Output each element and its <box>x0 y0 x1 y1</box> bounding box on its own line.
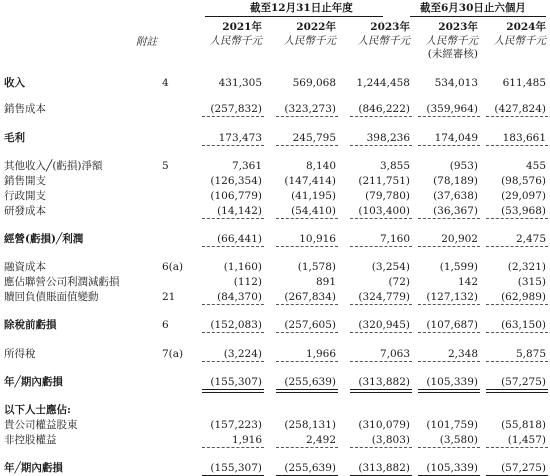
table-cell: 8,140 <box>305 160 336 172</box>
table-rule <box>418 304 480 305</box>
table-cell: (313,882) <box>358 462 410 474</box>
table-rule <box>418 218 480 219</box>
table-rule <box>202 145 264 146</box>
table-cell: (147,414) <box>284 175 336 187</box>
table-cell: 174,049 <box>434 132 478 144</box>
row-note: 6 <box>162 319 169 331</box>
unit-header: 人民幣千元 <box>283 35 336 47</box>
table-rule <box>276 304 338 305</box>
table-cell: (313,882) <box>358 376 410 388</box>
table-cell: (98,576) <box>501 175 546 187</box>
table-rule <box>202 389 264 390</box>
table-cell: (255,639) <box>284 376 336 388</box>
table-cell: (310,079) <box>358 419 410 431</box>
table-cell: (3,580) <box>439 434 478 446</box>
header-group-interim-rule <box>410 16 546 17</box>
table-rule <box>350 246 412 247</box>
table-rule <box>202 361 264 362</box>
table-rule <box>486 145 548 146</box>
table-cell: (63,150) <box>501 319 546 331</box>
row-label: 年╱期內虧損 <box>4 376 63 388</box>
table-cell: (14,142) <box>217 205 262 217</box>
table-rule <box>350 447 412 448</box>
table-cell: (84,370) <box>217 291 262 303</box>
unit-header: 人民幣千元 <box>425 35 478 47</box>
table-rule <box>486 246 548 247</box>
table-cell: 1,244,458 <box>356 77 410 89</box>
table-rule <box>350 389 412 390</box>
table-cell: 569,068 <box>292 77 336 89</box>
row-label: 毛利 <box>4 132 25 144</box>
table-cell: (101,759) <box>426 419 478 431</box>
table-cell: (3,224) <box>223 348 262 360</box>
table-rule <box>350 145 412 146</box>
table-rule <box>418 246 480 247</box>
table-cell: (53,968) <box>501 205 546 217</box>
table-rule <box>276 361 338 362</box>
table-rule <box>486 389 548 390</box>
table-cell: 245,795 <box>292 132 336 144</box>
row-label: 除稅前虧損 <box>4 319 57 331</box>
year-header: 2021年 <box>222 21 262 33</box>
table-cell: (36,367) <box>433 205 478 217</box>
table-cell: (57,275) <box>501 462 546 474</box>
table-rule <box>418 361 480 362</box>
table-cell: (3,803) <box>371 434 410 446</box>
row-label: 銷售成本 <box>4 103 46 115</box>
table-rule <box>350 392 412 393</box>
row-label: 其他收入╱(虧損)淨額 <box>4 160 103 172</box>
table-cell: 10,916 <box>299 233 336 245</box>
note-column-header: 附註 <box>136 36 157 48</box>
table-cell: (953) <box>449 160 478 172</box>
header-group-interim: 截至6月30日止六個月 <box>420 2 526 14</box>
table-cell: (258,131) <box>284 419 336 431</box>
row-label: 應佔聯營公司利潤減虧損 <box>4 276 120 288</box>
row-label: 收入 <box>4 77 25 89</box>
table-cell: (1,160) <box>223 261 262 273</box>
table-cell: (155,307) <box>210 376 262 388</box>
table-cell: (323,273) <box>284 103 336 115</box>
table-rule <box>276 392 338 393</box>
table-cell: (3,254) <box>371 261 410 273</box>
table-rule <box>418 447 480 448</box>
table-cell: 173,473 <box>218 132 262 144</box>
table-cell: (267,834) <box>284 291 336 303</box>
year-header: 2024年 <box>506 21 546 33</box>
year-header: 2023年 <box>370 21 410 33</box>
table-rule <box>486 304 548 305</box>
header-group-annual: 截至12月31日止年度 <box>250 2 353 14</box>
table-cell: 455 <box>525 160 546 172</box>
row-note: 5 <box>162 160 169 172</box>
table-cell: (846,222) <box>358 103 410 115</box>
table-cell: (155,307) <box>210 462 262 474</box>
table-rule <box>202 246 264 247</box>
table-rule <box>486 218 548 219</box>
header-group-annual-rule <box>205 16 383 17</box>
table-rule <box>276 389 338 390</box>
table-rule <box>202 392 264 393</box>
row-label: 貴公司權益股東 <box>4 419 78 431</box>
table-cell: (126,354) <box>210 175 262 187</box>
table-cell: (2,321) <box>507 261 546 273</box>
row-note: 7(a) <box>162 348 184 360</box>
table-rule <box>486 116 548 117</box>
table-cell: (324,779) <box>358 291 410 303</box>
table-rule <box>202 332 264 333</box>
table-rule <box>418 116 480 117</box>
table-cell: (211,751) <box>358 175 410 187</box>
table-cell: (315) <box>517 276 546 288</box>
unit-header: 人民幣千元 <box>209 35 262 47</box>
table-cell: (112) <box>233 276 262 288</box>
table-cell: 611,485 <box>502 77 546 89</box>
row-label: 銷售開支 <box>4 175 46 187</box>
unit-header: 人民幣千元 <box>357 35 410 47</box>
table-rule <box>276 116 338 117</box>
table-rule <box>486 332 548 333</box>
row-label: 融資成本 <box>4 261 46 273</box>
table-cell: (66,441) <box>217 233 262 245</box>
table-cell: (105,339) <box>426 376 478 388</box>
table-rule <box>418 332 480 333</box>
table-rule <box>202 116 264 117</box>
table-cell: 2,475 <box>515 233 546 245</box>
table-cell: (62,989) <box>501 291 546 303</box>
table-rule <box>350 332 412 333</box>
table-rule <box>418 389 480 390</box>
table-cell: (255,639) <box>284 462 336 474</box>
table-cell: 2,492 <box>305 434 336 446</box>
table-rule <box>486 392 548 393</box>
table-cell: 534,013 <box>434 77 478 89</box>
year-header: 2022年 <box>296 21 336 33</box>
table-cell: (54,410) <box>291 205 336 217</box>
table-cell: (257,832) <box>210 103 262 115</box>
row-note: 4 <box>162 77 169 89</box>
table-rule <box>418 145 480 146</box>
row-label: 年╱期內虧損 <box>4 462 63 474</box>
table-cell: (41,195) <box>291 190 336 202</box>
table-rule <box>202 304 264 305</box>
table-cell: 431,305 <box>218 77 262 89</box>
table-cell: (105,339) <box>426 462 478 474</box>
unit-header: 人民幣千元 <box>493 35 546 47</box>
table-rule <box>276 447 338 448</box>
table-cell: (78,189) <box>433 175 478 187</box>
table-rule <box>276 246 338 247</box>
table-cell: 1,966 <box>305 348 336 360</box>
row-label: 非控股權益 <box>4 434 57 446</box>
row-label: 以下人士應佔: <box>4 404 71 416</box>
table-rule <box>350 218 412 219</box>
row-note: 6(a) <box>162 261 184 273</box>
row-label: 經營(虧損)╱利潤 <box>4 233 84 245</box>
table-cell: (37,638) <box>433 190 478 202</box>
table-cell: (103,400) <box>358 205 410 217</box>
table-cell: (320,945) <box>358 319 410 331</box>
table-rule <box>486 361 548 362</box>
table-cell: (427,824) <box>494 103 546 115</box>
table-rule <box>350 361 412 362</box>
unaudited-label: (未經審核) <box>427 48 478 60</box>
table-cell: 3,855 <box>379 160 410 172</box>
row-label: 所得稅 <box>4 348 36 360</box>
year-header: 2023年 <box>438 21 478 33</box>
table-cell: (55,818) <box>501 419 546 431</box>
row-label: 行政開支 <box>4 190 46 202</box>
table-cell: 398,236 <box>366 132 410 144</box>
table-cell: 20,902 <box>441 233 478 245</box>
row-label: 贖回負債賬面值變動 <box>4 291 99 303</box>
table-cell: (1,599) <box>439 261 478 273</box>
table-rule <box>486 447 548 448</box>
table-cell: (72) <box>388 276 410 288</box>
table-cell: 5,875 <box>515 348 546 360</box>
table-cell: 2,348 <box>447 348 478 360</box>
table-rule <box>350 304 412 305</box>
table-cell: (152,083) <box>210 319 262 331</box>
table-cell: (79,780) <box>365 190 410 202</box>
table-cell: 7,160 <box>379 233 410 245</box>
table-rule <box>276 332 338 333</box>
table-cell: (1,578) <box>297 261 336 273</box>
table-cell: 1,916 <box>231 434 262 446</box>
table-cell: (127,132) <box>426 291 478 303</box>
table-cell: (359,964) <box>426 103 478 115</box>
table-cell: 183,661 <box>502 132 546 144</box>
table-rule <box>276 145 338 146</box>
table-cell: (106,779) <box>210 190 262 202</box>
table-cell: 891 <box>315 276 336 288</box>
table-cell: (157,223) <box>210 419 262 431</box>
table-rule <box>202 447 264 448</box>
table-rule <box>418 392 480 393</box>
table-cell: (57,275) <box>501 376 546 388</box>
table-cell: 142 <box>457 276 478 288</box>
table-rule <box>350 116 412 117</box>
table-cell: (29,097) <box>501 190 546 202</box>
table-cell: (1,457) <box>507 434 546 446</box>
table-cell: (107,687) <box>426 319 478 331</box>
table-cell: (257,605) <box>284 319 336 331</box>
row-label: 研發成本 <box>4 205 46 217</box>
table-cell: 7,361 <box>231 160 262 172</box>
row-note: 21 <box>162 291 176 303</box>
table-cell: 7,063 <box>379 348 410 360</box>
table-rule <box>202 218 264 219</box>
table-rule <box>276 218 338 219</box>
